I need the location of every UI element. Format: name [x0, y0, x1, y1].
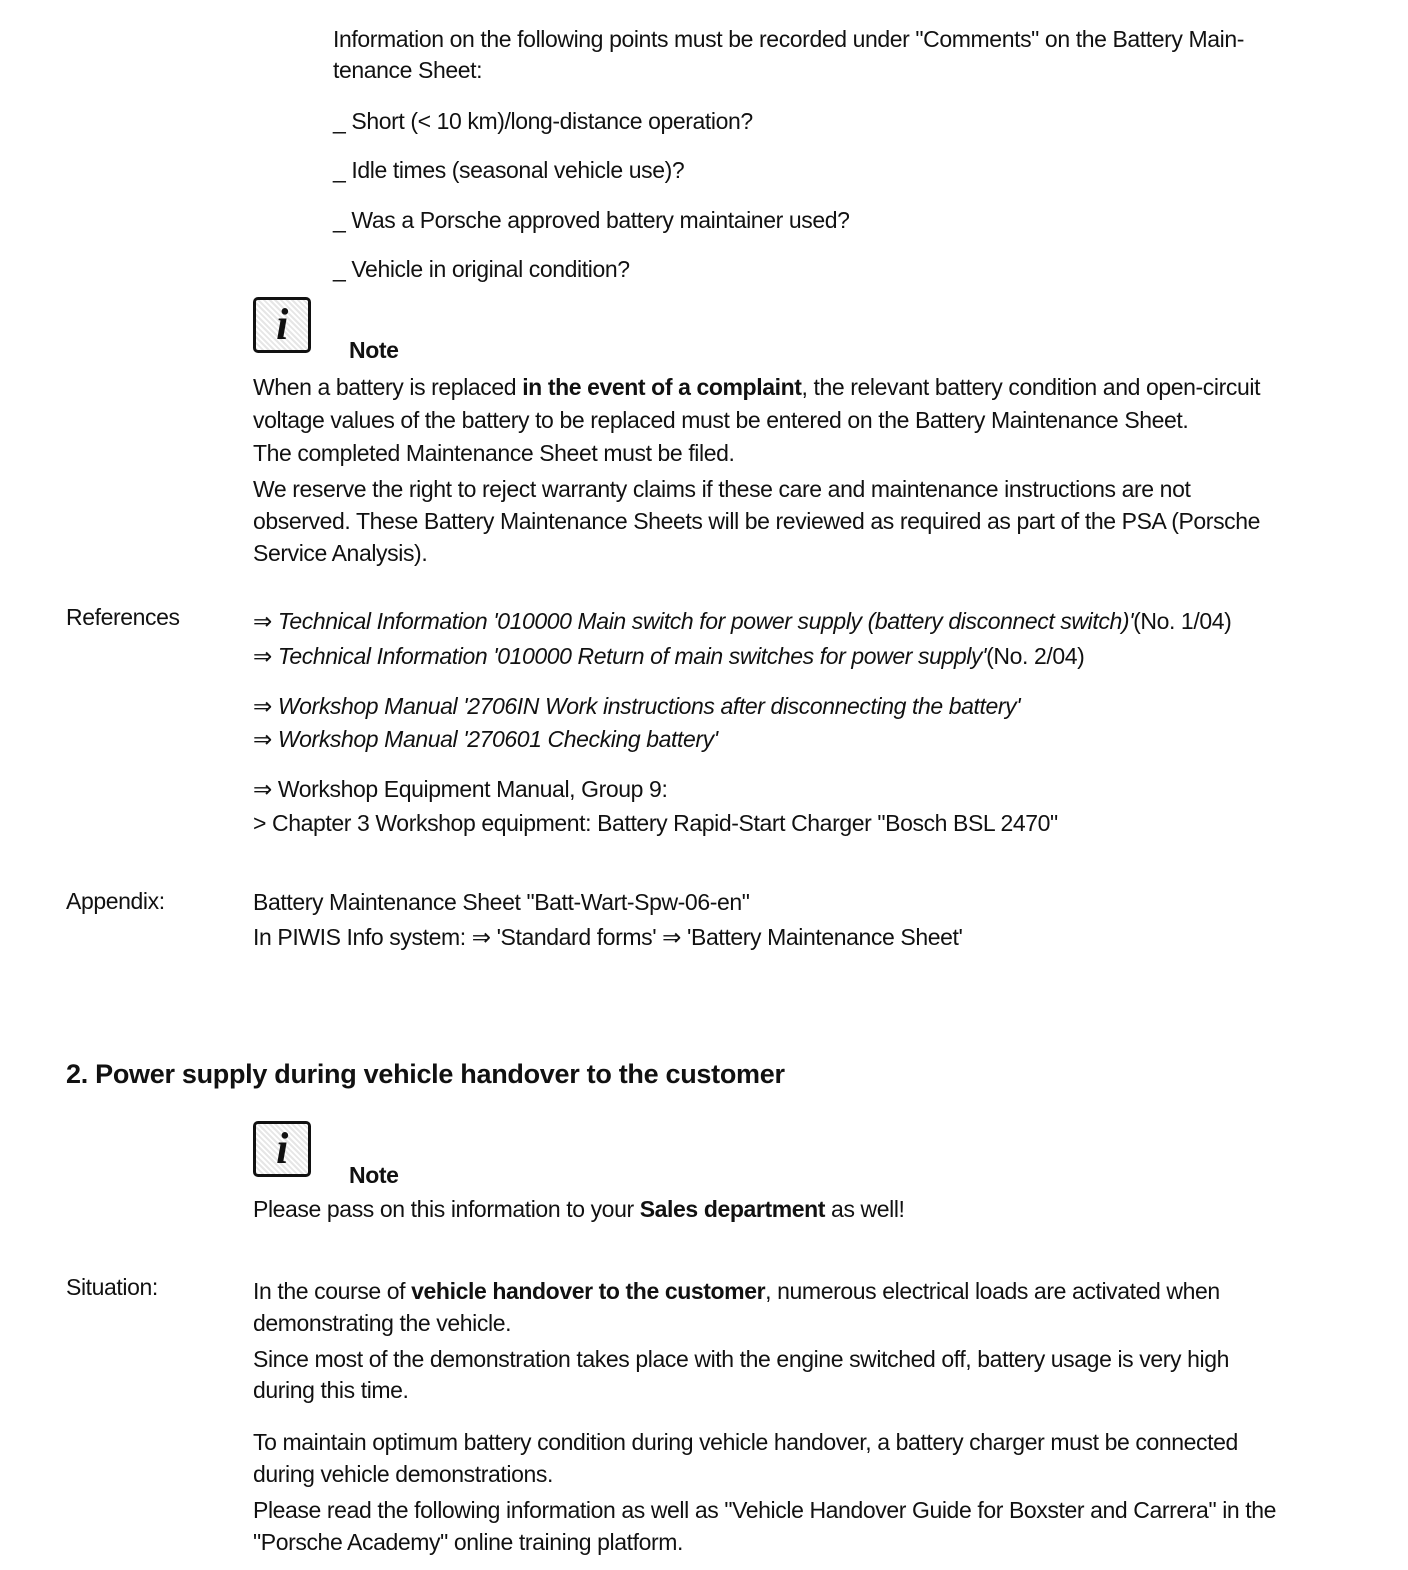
situation-p2-line-1: To maintain optimum battery condition during vehicle handover, a battery charger must be connected	[253, 1429, 1238, 1455]
reference-equipment-manual: ⇒ Workshop Equipment Manual, Group 9:	[253, 776, 668, 802]
appendix-line-1: Battery Maintenance Sheet "Batt-Wart-Spw-06-en"	[253, 889, 750, 915]
bullet-original-condition: _ Vehicle in original condition?	[333, 256, 630, 282]
bullet-battery-maintainer: _ Was a Porsche approved battery maintainer used?	[333, 207, 850, 233]
appendix-line-2: In PIWIS Info system: ⇒ 'Standard forms' ⇒ 'Battery Maintenance Sheet'	[253, 924, 963, 950]
appendix-label: Appendix:	[66, 888, 165, 914]
note2-text: Please pass on this information to your Sales department as well!	[253, 1196, 905, 1222]
sales-department-emphasis: Sales department	[639, 1196, 826, 1222]
reference-workshop-manual-1: ⇒ Workshop Manual '2706IN Work instructions after disconnecting the battery'	[253, 693, 1021, 719]
note1-line-2: voltage values of the battery to be replaced must be entered on the Battery Maintenance Sheet.	[253, 407, 1189, 433]
note-label: Note	[349, 1162, 399, 1188]
reference-technical-info-1: ⇒ Technical Information '010000 Main switch for power supply (battery disconnect switch)'(No. 1/04)	[253, 608, 1232, 634]
intro-line-1: Information on the following points must be recorded under "Comments" on the Battery Main-	[333, 26, 1245, 52]
situation-label: Situation:	[66, 1274, 158, 1300]
note1-line-3: The completed Maintenance Sheet must be filed.	[253, 440, 735, 466]
note1-line-4: We reserve the right to reject warranty claims if these care and maintenance instructions are not	[253, 476, 1191, 502]
info-icon: i	[253, 1121, 311, 1177]
note1-line-5: observed. These Battery Maintenance Sheets will be reviewed as required as part of the PSA (Porsche	[253, 508, 1261, 534]
vehicle-handover-emphasis: vehicle handover to the customer	[411, 1278, 766, 1304]
note1-line-1: When a battery is replaced in the event of a complaint, the relevant battery condition and open-circuit	[253, 374, 1261, 400]
situation-p1-line-1: In the course of vehicle handover to the customer, numerous electrical loads are activated when	[253, 1278, 1220, 1304]
intro-line-2: tenance Sheet:	[333, 57, 483, 83]
situation-p2-line-4: "Porsche Academy" online training platform.	[253, 1529, 683, 1555]
note1-emphasis: in the event of a complaint	[522, 374, 802, 400]
situation-p1-line-3: Since most of the demonstration takes place with the engine switched off, battery usage is very high	[253, 1346, 1229, 1372]
situation-p2-line-3: Please read the following information as well as "Vehicle Handover Guide for Boxster and Carrera" in the	[253, 1497, 1277, 1523]
situation-p2-line-2: during vehicle demonstrations.	[253, 1461, 553, 1487]
note1-line-6: Service Analysis).	[253, 540, 428, 566]
section-heading: 2. Power supply during vehicle handover to the customer	[66, 1059, 785, 1089]
situation-p1-line-2: demonstrating the vehicle.	[253, 1310, 512, 1336]
note-label: Note	[349, 337, 399, 363]
reference-technical-info-2: ⇒ Technical Information '010000 Return of main switches for power supply'(No. 2/04)	[253, 643, 1085, 669]
references-label: References	[66, 604, 180, 630]
bullet-short-long-distance: _ Short (< 10 km)/long-distance operation?	[333, 108, 753, 134]
info-icon: i	[253, 297, 311, 353]
situation-p1-line-4: during this time.	[253, 1377, 409, 1403]
reference-workshop-manual-2: ⇒ Workshop Manual '270601 Checking battery'	[253, 726, 718, 752]
bullet-idle-times: _ Idle times (seasonal vehicle use)?	[333, 157, 685, 183]
reference-chapter: > Chapter 3 Workshop equipment: Battery Rapid-Start Charger "Bosch BSL 2470"	[253, 810, 1058, 836]
